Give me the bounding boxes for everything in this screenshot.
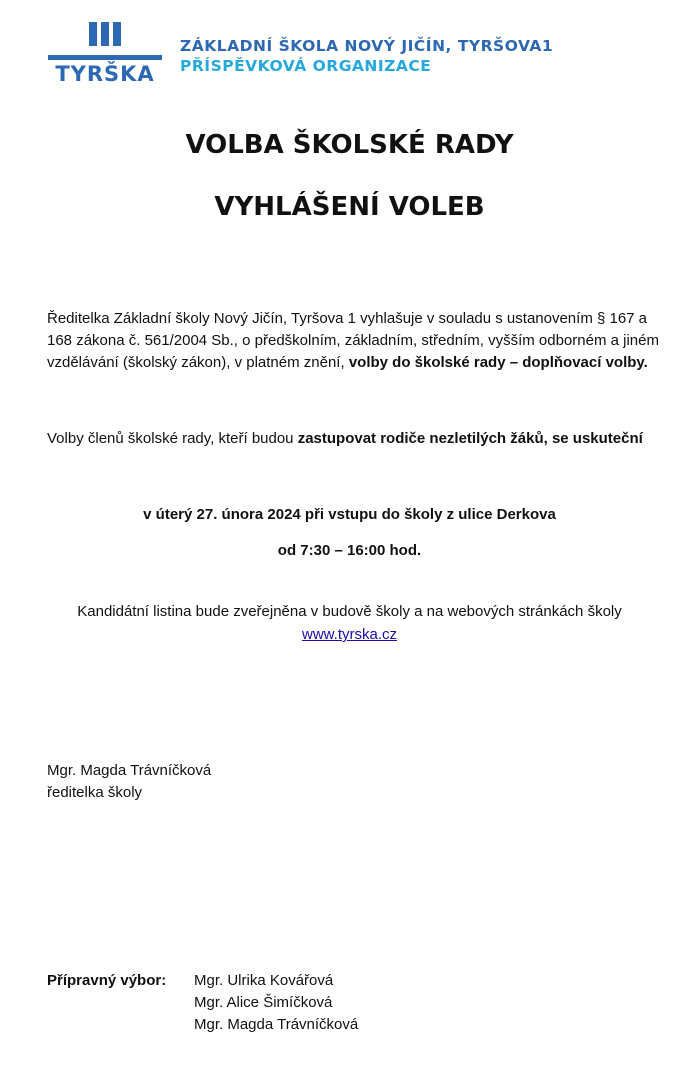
intro-bold-text: volby do školské rady – doplňovací volby.: [348, 354, 648, 371]
voters-bold-text: zastupovat rodiče nezletilých žáků, se uskuteční: [297, 430, 643, 447]
committee-label: Přípravný výbor:: [47, 972, 167, 989]
logo-bar-3: [113, 22, 121, 46]
voters-paragraph: [47, 428, 667, 450]
intro-text: Ředitelka Základní školy Nový Jičín, Tyršova 1 vyhlašuje v souladu s ustanovením § 167 a 168 zákona č. 561/2004 Sb., o předškolním, základním, středním, vyšším odborném a jiném vzdělávání (školský zákon), v platném znění,: [47, 310, 659, 371]
election-time: od 7:30 – 16:00 hod.: [277, 542, 422, 559]
org-line-2: PŘÍSPĚVKOVÁ ORGANIZACE: [180, 57, 432, 75]
logo-bar-2: [101, 22, 109, 46]
committee-member: Mgr. Alice Šimíčková: [194, 994, 333, 1011]
logo-text: TYRŠKA: [55, 62, 155, 86]
voters-text: Volby členů školské rady, kteří budou: [47, 430, 298, 447]
logo-bar-1: [89, 22, 97, 46]
document-subtitle: VYHLÁŠENÍ VOLEB: [214, 192, 485, 222]
organization-name: [180, 36, 553, 76]
website-link[interactable]: www.tyrska.cz: [301, 626, 397, 643]
candidates-notice: Kandidátní listina bude zveřejněna v budově školy a na webových stránkách školy: [77, 603, 622, 620]
signature-role: ředitelka školy: [47, 784, 143, 801]
committee-member: Mgr. Ulrika Kovářová: [194, 972, 334, 989]
website-line: [0, 624, 699, 646]
logo-rule: [48, 55, 162, 60]
school-logo: [48, 22, 164, 90]
signature-name: Mgr. Magda Trávníčková: [47, 762, 212, 779]
intro-paragraph: [47, 308, 667, 374]
election-date: v úterý 27. února 2024 při vstupu do školy z ulice Derkova: [143, 506, 556, 523]
document-title: VOLBA ŠKOLSKÉ RADY: [185, 130, 514, 160]
committee-members: [194, 970, 358, 1036]
committee-member: Mgr. Magda Trávníčková: [194, 1016, 359, 1033]
org-line-1: ZÁKLADNÍ ŠKOLA NOVÝ JIČÍN, TYRŠOVA1: [180, 37, 554, 55]
signature-block: [47, 760, 211, 804]
